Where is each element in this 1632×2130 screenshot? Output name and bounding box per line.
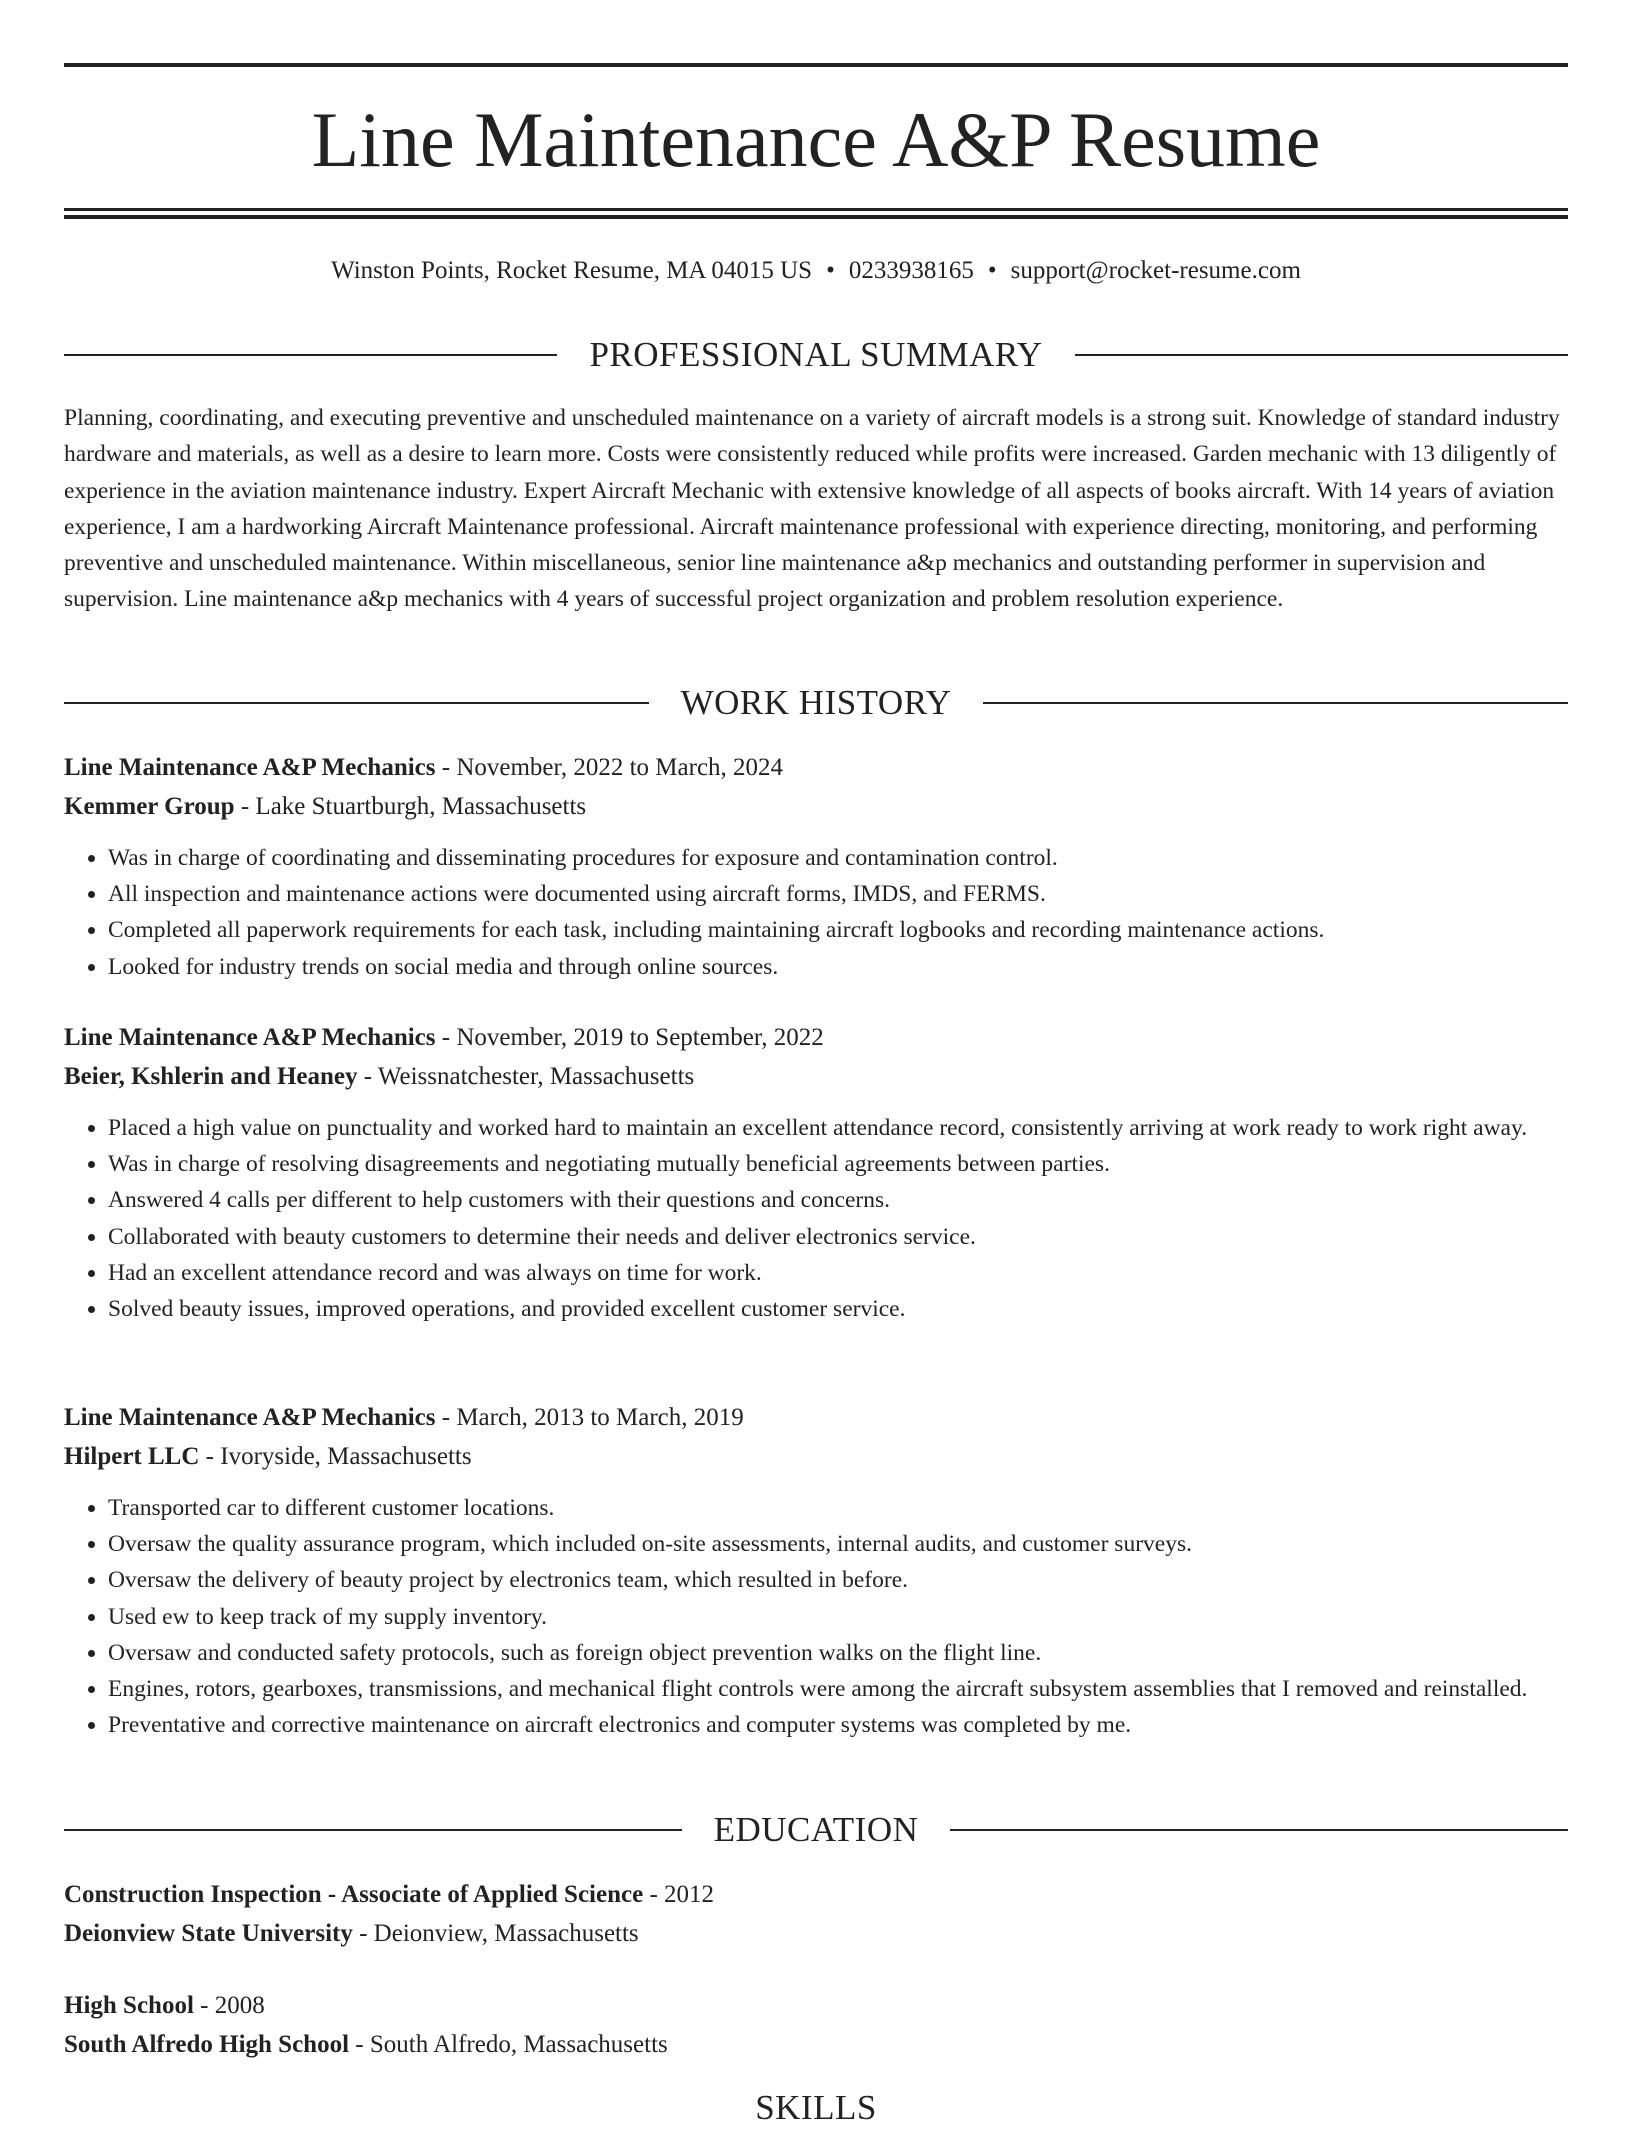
education-entry [64, 1986, 1568, 2064]
school-name: Deionview State University [64, 1920, 353, 1947]
job-bullet: • Completed all paperwork requirements for each task, including maintaining aircraft logbooks and recording maintenance actions. [108, 912, 1568, 948]
job-title: Line Maintenance A&P Mechanics [64, 754, 436, 781]
contact-separator: • [826, 257, 835, 284]
section-heading-summary [64, 333, 1568, 377]
section-title: WORK HISTORY [680, 683, 952, 722]
section-heading-skills [64, 2086, 1568, 2130]
job-bullet: • Placed a high value on punctuality and worked hard to maintain an excellent attendance record, consistently arriving at work ready to work right away. [108, 1110, 1568, 1146]
job-bullet: • Had an excellent attendance record and was always on time for work. [108, 1255, 1568, 1291]
school-location: - South Alfredo, Massachusetts [349, 2031, 668, 2058]
contact-separator: • [987, 257, 997, 284]
job-bullet: • Solved beauty issues, improved operations, and provided excellent customer service. [108, 1291, 1568, 1327]
job-bullet: • Transported car to different customer locations. [108, 1490, 1568, 1526]
heading-rule [64, 1829, 682, 1831]
contact-phone: 0233938165 [848, 257, 974, 284]
job-bullet: • Oversaw the delivery of beauty project by electronics team, which resulted in before. [108, 1562, 1568, 1598]
job-entry [64, 748, 1568, 985]
title-double-rule [64, 208, 1568, 219]
company-name: Beier, Kshlerin and Heaney [64, 1063, 358, 1090]
job-bullet: • Engines, rotors, gearboxes, transmissions, and mechanical flight controls were among the aircraft subsystem assemblies that I removed and reinstalled. [108, 1671, 1568, 1707]
heading-rule [950, 1829, 1568, 1831]
job-entry [64, 1398, 1568, 1743]
job-bullet: • Used ew to keep track of my supply inventory. [108, 1599, 1568, 1635]
contact-email[interactable]: support@rocket-resume.com [1010, 257, 1301, 284]
job-bullet: • All inspection and maintenance actions were documented using aircraft forms, IMDS, and FERMS. [108, 876, 1568, 912]
job-bullet: • Was in charge of coordinating and disseminating procedures for exposure and contamination control. [108, 840, 1568, 876]
job-bullet: • Was in charge of resolving disagreements and negotiating mutually beneficial agreements between parties. [108, 1146, 1568, 1182]
job-dates: - November, 2019 to September, 2022 [435, 1024, 824, 1051]
section-heading-education [64, 1808, 1568, 1852]
education-entry [64, 1875, 1568, 1953]
section-title: SKILLS [755, 2088, 877, 2127]
school-location: - Deionview, Massachusetts [352, 1920, 639, 1947]
job-bullet: • Looked for industry trends on social media and through online sources. [108, 949, 1568, 985]
job-title: Line Maintenance A&P Mechanics [64, 1024, 436, 1051]
job-bullets [64, 1490, 1568, 1743]
top-rule [64, 63, 1568, 67]
job-entry [64, 1018, 1568, 1327]
company-name: Hilpert LLC [64, 1443, 200, 1470]
job-bullet: • Preventative and corrective maintenance on aircraft electronics and computer systems was completed by me. [108, 1707, 1568, 1743]
heading-rule [1075, 354, 1568, 356]
job-bullet: • Oversaw the quality assurance program, which included on-site assessments, internal audits, and customer surveys. [108, 1526, 1568, 1562]
heading-rule [64, 354, 557, 356]
job-bullets [64, 840, 1568, 985]
contact-line [64, 254, 1568, 288]
school-name: South Alfredo High School [64, 2031, 350, 2058]
company-location: - Ivoryside, Massachusetts [199, 1443, 472, 1470]
company-name: Kemmer Group [64, 793, 235, 820]
degree-name: Construction Inspection - Associate of Applied Science [64, 1881, 644, 1908]
resume-title: Line Maintenance A&P Resume [311, 96, 1321, 183]
section-title: PROFESSIONAL SUMMARY [589, 335, 1043, 374]
job-bullet: • Collaborated with beauty customers to determine their needs and deliver electronics service. [108, 1219, 1568, 1255]
job-dates: - November, 2022 to March, 2024 [435, 754, 784, 781]
contact-address: Winston Points, Rocket Resume, MA 04015 US [331, 257, 813, 284]
job-title: Line Maintenance A&P Mechanics [64, 1404, 436, 1431]
heading-rule [64, 702, 649, 704]
degree-year: - 2012 [643, 1881, 715, 1908]
job-bullet: • Oversaw and conducted safety protocols, such as foreign object prevention walks on the flight line. [108, 1635, 1568, 1671]
degree-year: - 2008 [193, 1992, 265, 2019]
summary-paragraph: Planning, coordinating, and executing preventive and unscheduled maintenance on a variety of aircraft models is a strong suit. Knowledge of standard industry hardware and materials, as well as a desire to learn more. Costs were consistently reduced while profits were increased. Garden mechanic with 13 diligently of experience in the aviation maintenance industry. Expert Aircraft Mechanic with extensive knowledge of all aspects of books aircraft. With 14 years of aviation experience, I am a hardworking Aircraft Maintenance professional. Aircraft maintenance professional with experience directing, monitoring, and performing preventive and unscheduled maintenance. Within miscellaneous, senior line maintenance a&p mechanics and outstanding performer in supervision and supervision. Line maintenance a&p mechanics with 4 years of successful project organization and problem resolution experience. [64, 405, 1560, 613]
section-heading-work [64, 681, 1568, 725]
company-location: - Lake Stuartburgh, Massachusetts [234, 793, 587, 820]
degree-name: High School [64, 1992, 194, 2019]
company-location: - Weissnatchester, Massachusetts [357, 1063, 695, 1090]
heading-rule [983, 702, 1568, 704]
job-dates: - March, 2013 to March, 2019 [435, 1404, 744, 1431]
job-bullet: • Answered 4 calls per different to help customers with their questions and concerns. [108, 1182, 1568, 1218]
section-title: EDUCATION [713, 1810, 919, 1849]
job-bullets [64, 1110, 1568, 1327]
